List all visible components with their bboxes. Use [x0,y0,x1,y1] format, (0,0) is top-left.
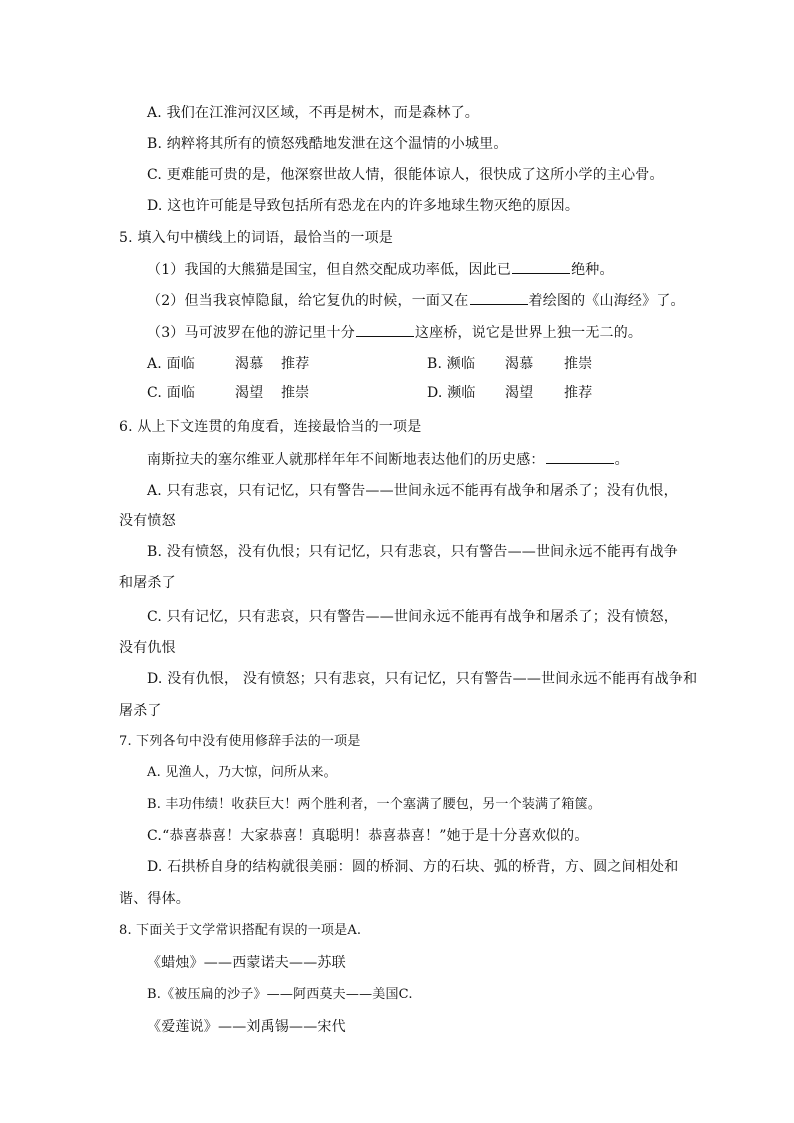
q6-option-a-line-1: A. 只有悲哀，只有记忆，只有警告——世间永远不能再有战争和屠杀了；没有仇恨， [147,483,678,499]
answer-blank [470,291,528,305]
q5-option-d-word-1: D. 濒临 [427,385,476,401]
q7-option-d-line-1: D. 石拱桥自身的结构就很美丽：圆的桥洞、方的石块、弧的桥背，方、圆之间相处和 [147,859,679,875]
q5-sentence-3 [147,323,642,342]
q5-stem: 5. 填入句中横线上的词语，最恰当的一项是 [119,230,394,246]
q7-option-d-line-2: 谐、得体。 [119,891,190,907]
q5-option-d-word-2: 渴望 [505,385,534,401]
q5-option-b-word-3: 推崇 [564,356,593,372]
q6-option-d-line-2: 屠杀了 [119,703,162,719]
q6-context [147,450,629,469]
q5-option-a-word-2: 渴慕 [235,356,264,372]
q5-option-c-word-2: 渴望 [235,385,264,401]
q6-option-b-line-2: 和屠杀了 [119,575,176,591]
answer-blank [356,323,414,337]
q6-context-before: 南斯拉夫的塞尔维亚人就那样年年不间断地表达他们的历史感： [147,452,545,468]
q7-stem: 7. 下列各句中没有使用修辞手法的一项是 [119,734,361,749]
q5-s2-after: 着绘图的《山海经》了。 [528,293,685,309]
q5-option-b-word-2: 渴慕 [505,356,534,372]
answer-blank [512,260,570,274]
q5-option-d-word-3: 推荐 [564,385,593,401]
q5-option-a-word-1: A. 面临 [147,356,196,372]
q5-sentence-2 [147,291,685,310]
q8-stem: 8. 下面关于文学常识搭配有误的一项是A. [119,923,362,938]
q6-option-c-line-1: C. 只有记忆，只有悲哀，只有警告——世间永远不能再有战争和屠杀了；没有愤怒， [147,609,678,625]
q5-option-c-word-3: 推崇 [281,385,310,401]
q8-line-1: 《蜡烛》——西蒙诺夫——苏联 [147,955,346,971]
q5-s1-before: （1）我国的大熊猫是国宝，但自然交配成功率低，因此已 [147,262,512,278]
q8-line-2: B.《被压扁的沙子》——阿西莫夫——美国C. [147,987,413,1002]
q6-context-after: 。 [614,452,629,468]
answer-blank [546,450,614,464]
q5-option-a-word-3: 推荐 [281,356,310,372]
q8-line-3: 《爱莲说》——刘禹锡——宋代 [147,1019,346,1035]
q7-option-c: C.“恭喜恭喜！大家恭喜！真聪明！恭喜恭喜！”她于是十分喜欢似的。 [147,828,589,844]
q4-option-b: B. 纳粹将其所有的愤怒残酷地发泄在这个温情的小城里。 [147,136,508,152]
q4-option-d: D. 这也许可能是导致包括所有恐龙在内的许多地球生物灭绝的原因。 [147,198,580,214]
q5-option-b-word-1: B. 濒临 [427,356,476,372]
q6-option-b-line-1: B. 没有愤怒，没有仇恨；只有记忆，只有悲哀，只有警告——世间永远不能再有战争 [147,544,678,560]
q6-option-c-line-2: 没有仇恨 [119,640,176,656]
q5-s3-after: 这座桥，说它是世界上独一无二的。 [414,325,643,341]
q4-option-a: A. 我们在江淮河汉区域，不再是树木，而是森林了。 [147,105,480,121]
q6-option-d-line-1: D. 没有仇恨， 没有愤怒；只有悲哀，只有记忆，只有警告——世间永远不能再有战争和 [147,671,698,687]
q6-option-a-line-2: 没有愤怒 [119,513,176,529]
q5-s2-before: （2）但当我哀悼隐鼠，给它复仇的时候，一面又在 [147,293,469,309]
q7-option-a: A. 见渔人，乃大惊，问所从来。 [147,765,337,780]
q4-option-c: C. 更难能可贵的是，他深察世故人情，很能体谅人，很快成了这所小学的主心骨。 [147,167,664,183]
q6-stem: 6. 从上下文连贯的角度看，连接最恰当的一项是 [119,419,422,435]
q5-option-c-word-1: C. 面临 [147,385,196,401]
q7-option-b: B. 丰功伟绩！收获巨大！两个胜利者，一个塞满了腰包，另一个装满了箱箧。 [147,797,602,812]
q5-s3-before: （3）马可波罗在他的游记里十分 [147,325,355,341]
q5-sentence-1 [147,260,614,279]
q5-s1-after: 绝种。 [571,262,614,278]
